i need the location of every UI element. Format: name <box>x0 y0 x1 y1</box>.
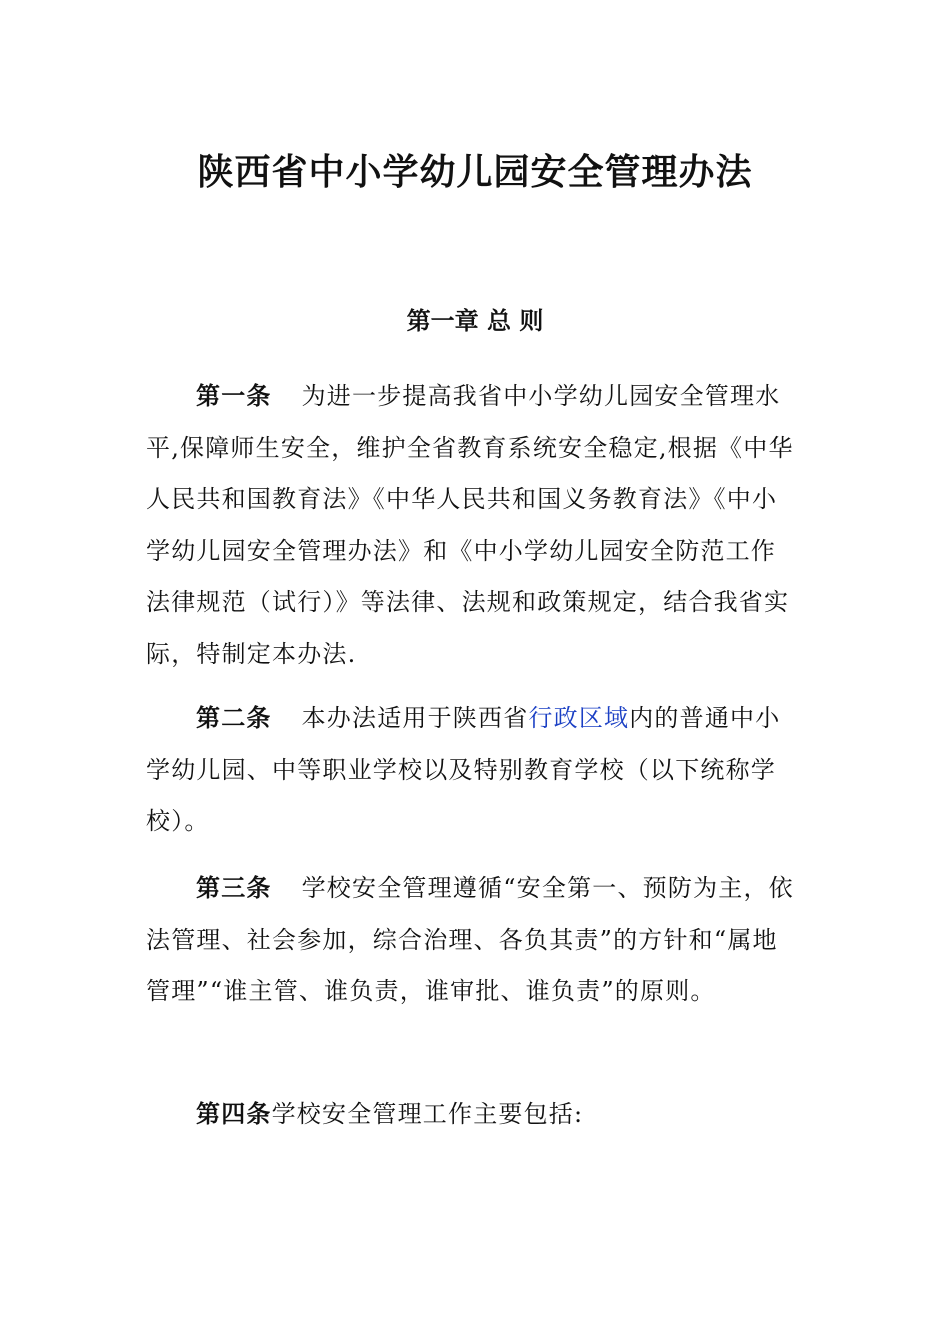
chapter-heading <box>0 304 950 338</box>
article-4 <box>146 1089 796 1141</box>
article-number: 第四条 <box>196 1100 272 1128</box>
article-3 <box>146 863 796 1018</box>
article-text-after-link: 内的普通中小学幼儿园、中等职业学校以及特别教育学校（以下统称学校）。 <box>146 704 781 835</box>
article-number: 第三条 <box>196 874 272 902</box>
article-number: 第二条 <box>196 704 272 732</box>
chapter-heading-text: 第一章 总 则 <box>406 307 544 335</box>
article-text-before-link: 本办法适用于陕西省 <box>301 704 529 732</box>
article-text: 学校安全管理遵循“安全第一、预防为主，依法管理、社会参加，综合治理、各负其责”的方针和“属地管理”“谁主管、谁负责，谁审批、谁负责”的原则。 <box>146 874 794 1005</box>
article-1 <box>146 371 796 680</box>
document-title: 陕西省中小学幼儿园安全管理办法 <box>197 151 753 193</box>
article-2 <box>146 693 796 848</box>
administrative-region-link[interactable]: 行政区域 <box>528 704 630 732</box>
article-text: 学校安全管理工作主要包括: <box>271 1100 584 1128</box>
article-text: 为进一步提高我省中小学幼儿园安全管理水平,保障师生安全，维护全省教育系统安全稳定,根据《中华人民共和国教育法》《中华人民共和国义务教育法》《中小学幼儿园安全管理办法》和《中小学幼儿园安全防范工作法律规范（试行）》等法律、法规和政策规定，结合我省实际，特制定本办法. <box>146 382 794 668</box>
article-number: 第一条 <box>196 382 272 410</box>
